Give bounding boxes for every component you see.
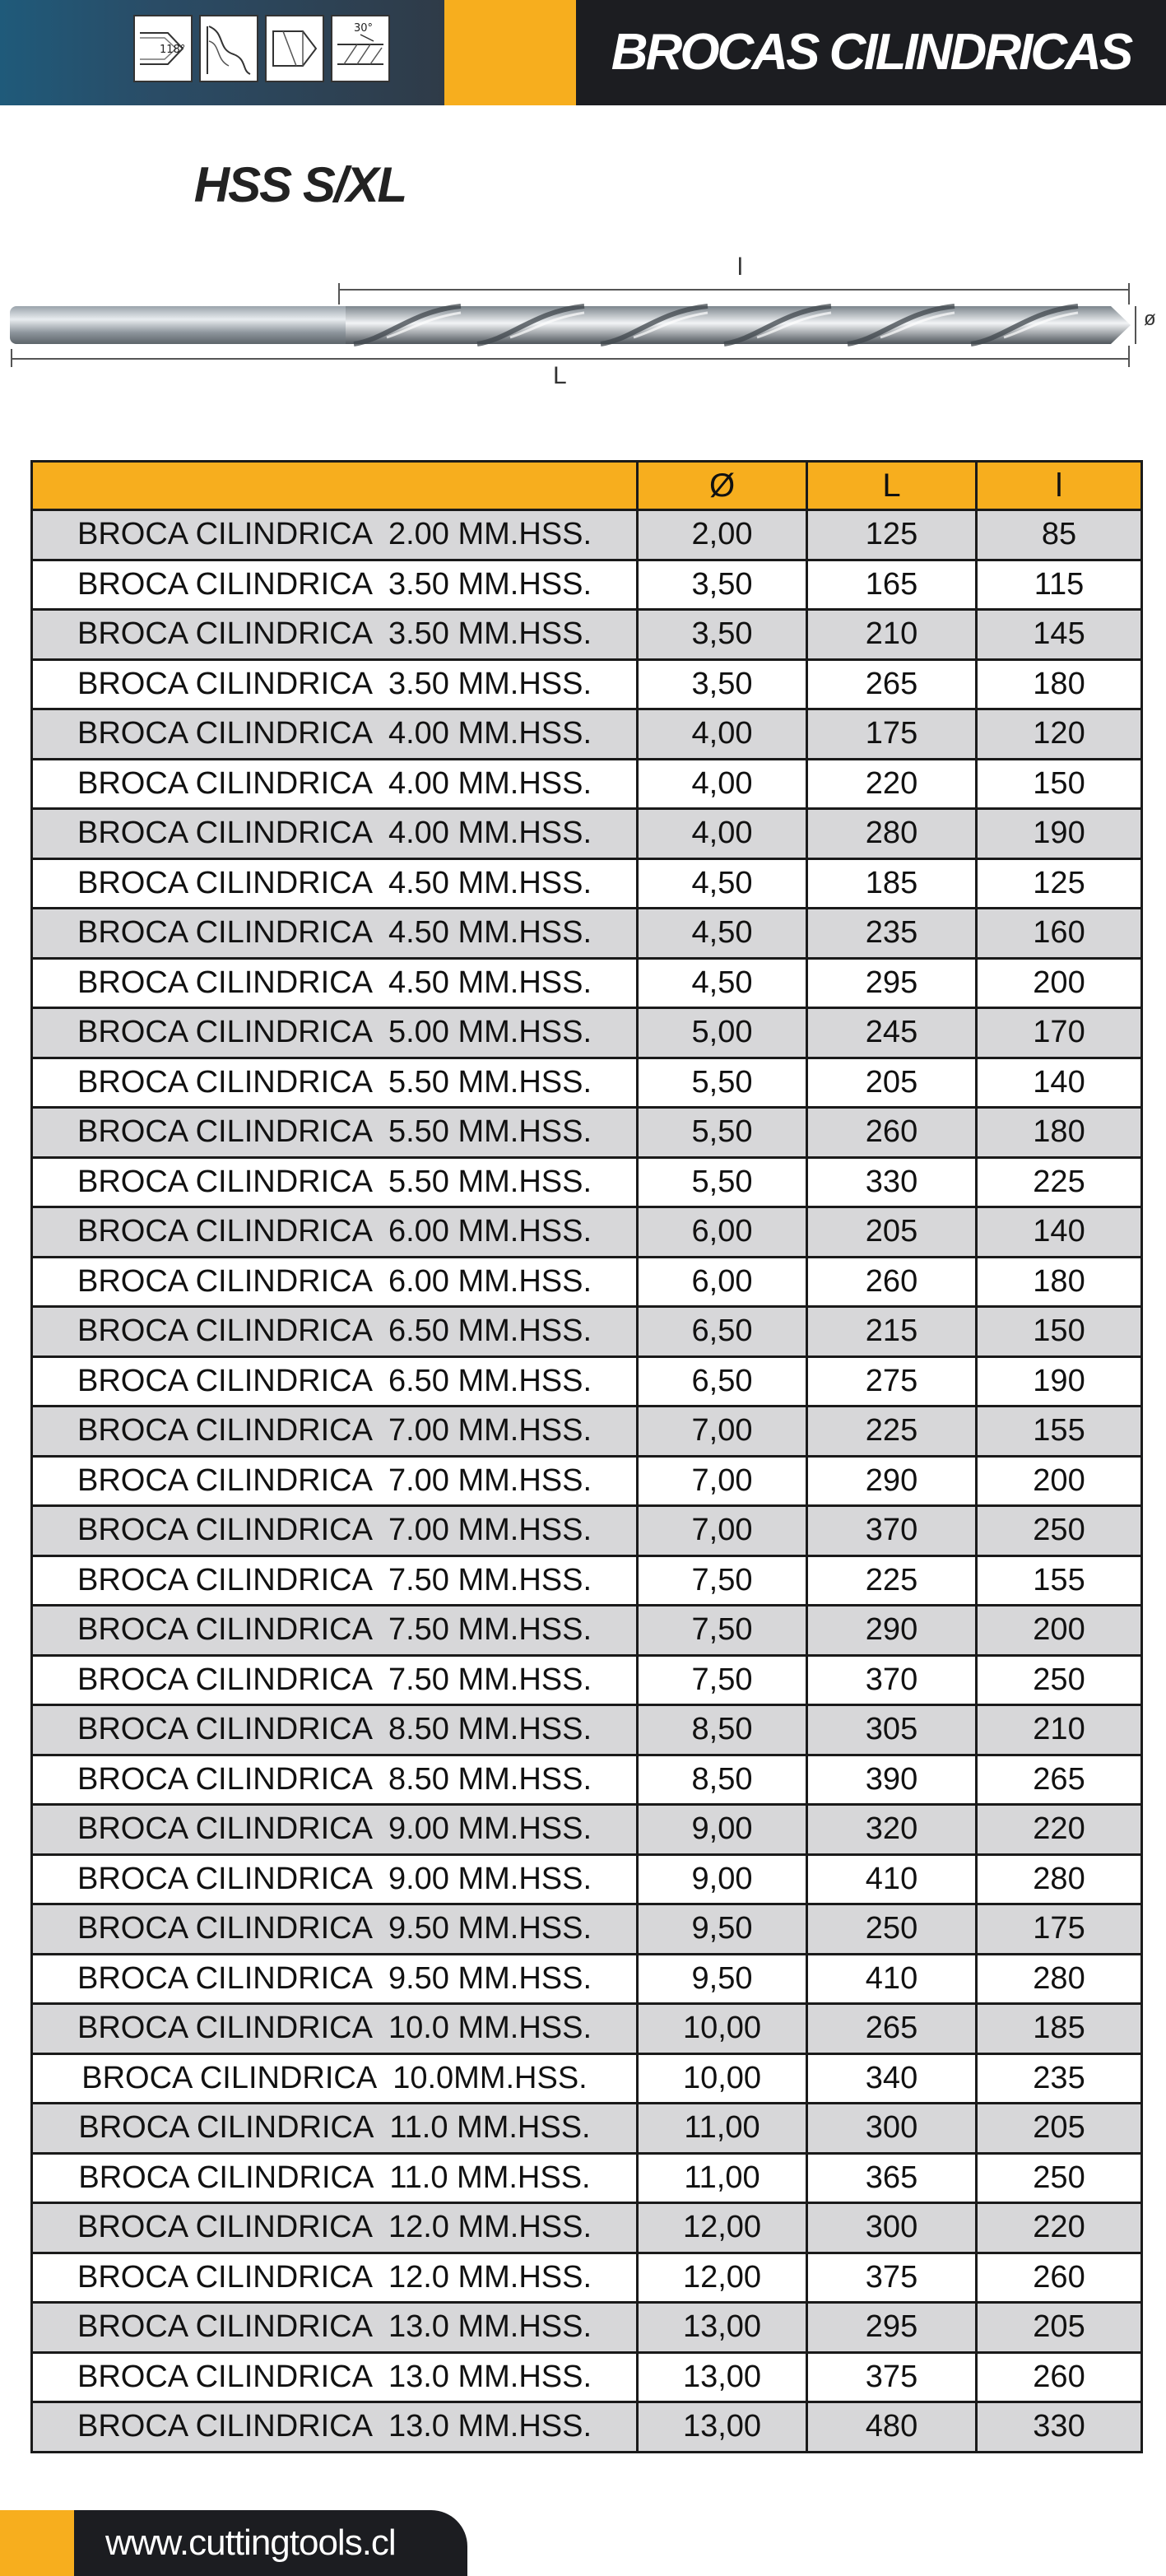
flute-length-cell: 260 [1033, 2359, 1085, 2394]
flute-length-cell: 280 [1033, 1960, 1085, 1996]
flute-length-cell: 260 [1033, 2259, 1085, 2295]
diameter-cell: 2,00 [639, 511, 808, 559]
diameter-cell: 4,50 [639, 860, 808, 908]
description-cell: BROCA CILINDRICA 12.0 MM.HSS. [33, 2254, 639, 2302]
flute-length-cell: 180 [1033, 1114, 1085, 1150]
description-cell: BROCA CILINDRICA 9.00 MM.HSS. [33, 1856, 639, 1904]
diameter-cell: 6,00 [639, 1258, 808, 1306]
diameter-cell: 8,50 [639, 1756, 808, 1804]
table-row [33, 661, 1140, 711]
product-title-text: HSS S/XL [193, 157, 406, 212]
total-length-cell: 410 [808, 1856, 978, 1904]
118-degree-point-icon [133, 15, 193, 82]
total-length-cell: 205 [808, 1208, 978, 1256]
diameter-cell: 6,50 [639, 1358, 808, 1406]
flute-length-cell: 250 [1033, 1662, 1085, 1697]
footer-yellow-block [0, 2510, 74, 2576]
total-length-cell: 340 [808, 2055, 978, 2103]
total-length-cell: 220 [808, 760, 978, 808]
table-row [33, 561, 1140, 611]
table-row [33, 511, 1140, 561]
total-length-cell: 280 [808, 810, 978, 858]
flute-length-cell: 220 [1033, 2210, 1085, 2245]
description-cell: BROCA CILINDRICA 11.0 MM.HSS. [33, 2155, 639, 2202]
table-row [33, 1159, 1140, 1209]
flute-length-cell: 200 [1033, 1612, 1085, 1648]
header-title: BROCAS CILINDRICAS [611, 24, 1131, 81]
diameter-cell: 7,50 [639, 1657, 808, 1704]
flute-length-cell: 145 [1033, 616, 1085, 652]
flute-length-cell: 160 [1033, 915, 1085, 951]
total-length-cell: 330 [808, 1159, 978, 1207]
flute-length-cell: 185 [1033, 2011, 1085, 2046]
description-cell: BROCA CILINDRICA 4.00 MM.HSS. [33, 710, 639, 758]
table-row [33, 2155, 1140, 2205]
total-length-cell: 300 [808, 2104, 978, 2152]
table-row [33, 2204, 1140, 2254]
table-row [33, 1109, 1140, 1159]
total-length-cell: 265 [808, 661, 978, 709]
table-row [33, 909, 1140, 960]
description-cell: BROCA CILINDRICA 7.00 MM.HSS. [33, 1407, 639, 1455]
table-row [33, 1756, 1140, 1806]
flute-length-cell: 235 [1033, 2060, 1085, 2095]
total-length-cell: 205 [808, 1059, 978, 1107]
description-cell: BROCA CILINDRICA 13.0 MM.HSS. [33, 2354, 639, 2402]
diameter-cell: 9,50 [639, 1955, 808, 2003]
product-title [0, 156, 1163, 213]
diameter-cell: 4,50 [639, 960, 808, 1007]
diameter-cell: 12,00 [639, 2204, 808, 2252]
table-row [33, 2104, 1140, 2155]
flute-length-cell: 250 [1033, 2160, 1085, 2195]
table-row [33, 1955, 1140, 2006]
table-row [33, 860, 1140, 910]
total-length-cell: 410 [808, 1955, 978, 2003]
diameter-cell: 10,00 [639, 2005, 808, 2053]
description-cell: BROCA CILINDRICA 7.50 MM.HSS. [33, 1607, 639, 1654]
diameter-cell: 11,00 [639, 2155, 808, 2202]
table-header-row [33, 460, 1140, 511]
diameter-cell: 3,50 [639, 561, 808, 609]
description-cell: BROCA CILINDRICA 7.00 MM.HSS. [33, 1507, 639, 1555]
diameter-cell: 13,00 [639, 2354, 808, 2402]
total-length-cell: 125 [808, 511, 978, 559]
diameter-cell: 9,50 [639, 1905, 808, 1953]
diameter-cell: 5,50 [639, 1159, 808, 1207]
description-cell: BROCA CILINDRICA 9.00 MM.HSS. [33, 1806, 639, 1853]
total-length-cell: 235 [808, 909, 978, 957]
total-length-cell: 390 [808, 1756, 978, 1804]
diameter-cell: 4,00 [639, 710, 808, 758]
total-length-cell: 365 [808, 2155, 978, 2202]
description-cell: BROCA CILINDRICA 9.50 MM.HSS. [33, 1955, 639, 2003]
drill-feature-icons [133, 15, 393, 84]
description-cell: BROCA CILINDRICA 4.50 MM.HSS. [33, 860, 639, 908]
diameter-cell: 3,50 [639, 661, 808, 709]
flute-length-cell: 175 [1033, 1911, 1085, 1946]
description-cell: BROCA CILINDRICA 7.50 MM.HSS. [33, 1557, 639, 1605]
total-length-cell: 300 [808, 2204, 978, 2252]
description-cell: BROCA CILINDRICA 3.50 MM.HSS. [33, 661, 639, 709]
flute-length-cell: 210 [1033, 1712, 1085, 1747]
total-length-cell: 210 [808, 611, 978, 658]
flute-length-cell: 205 [1033, 2309, 1085, 2345]
table-row [33, 710, 1140, 760]
table-row [33, 1059, 1140, 1109]
total-length-cell: 295 [808, 2304, 978, 2351]
diameter-cell: 11,00 [639, 2104, 808, 2152]
table-row [33, 2254, 1140, 2304]
total-length-cell: 295 [808, 960, 978, 1007]
table-row [33, 2055, 1140, 2105]
total-length-cell: 480 [808, 2403, 978, 2451]
table-row [33, 2304, 1140, 2354]
table-row [33, 960, 1140, 1010]
column-header-description [33, 463, 639, 509]
diameter-cell: 5,50 [639, 1059, 808, 1107]
diameter-cell: 6,00 [639, 1208, 808, 1256]
table-row [33, 760, 1140, 811]
description-cell: BROCA CILINDRICA 5.50 MM.HSS. [33, 1159, 639, 1207]
flute-length-cell: 220 [1033, 1811, 1085, 1847]
diameter-label: ø [1144, 308, 1156, 330]
diameter-cell: 7,00 [639, 1458, 808, 1505]
total-length-cell: 375 [808, 2254, 978, 2302]
diameter-cell: 4,00 [639, 810, 808, 858]
description-cell: BROCA CILINDRICA 5.00 MM.HSS. [33, 1009, 639, 1057]
flute-length-cell: 155 [1033, 1562, 1085, 1597]
description-cell: BROCA CILINDRICA 5.50 MM.HSS. [33, 1109, 639, 1156]
description-cell: BROCA CILINDRICA 11.0 MM.HSS. [33, 2104, 639, 2152]
total-length-cell: 305 [808, 1706, 978, 1754]
description-cell: BROCA CILINDRICA 6.50 MM.HSS. [33, 1358, 639, 1406]
flute-length-cell: 250 [1033, 1513, 1085, 1548]
table-row [33, 1308, 1140, 1358]
total-length-cell: 290 [808, 1458, 978, 1505]
table-row [33, 1806, 1140, 1856]
total-length-label: L [553, 362, 567, 389]
description-cell: BROCA CILINDRICA 10.0 MM.HSS. [33, 2005, 639, 2053]
table-row [33, 1407, 1140, 1458]
diameter-cell: 7,00 [639, 1507, 808, 1555]
table-row [33, 810, 1140, 860]
footer-website-link[interactable]: www.cuttingtools.cl [105, 2523, 396, 2563]
diameter-cell: 9,00 [639, 1856, 808, 1904]
flute-length-cell: 225 [1033, 1164, 1085, 1199]
total-length-cell: 250 [808, 1905, 978, 1953]
total-length-cell: 225 [808, 1557, 978, 1605]
flute-length-cell: 170 [1033, 1015, 1085, 1050]
angle-118-label: 118° [160, 44, 186, 56]
diameter-cell: 7,50 [639, 1557, 808, 1605]
angle-30-label: 30° [354, 22, 374, 35]
table-row [33, 1657, 1140, 1707]
description-cell: BROCA CILINDRICA 8.50 MM.HSS. [33, 1756, 639, 1804]
description-cell: BROCA CILINDRICA 6.00 MM.HSS. [33, 1258, 639, 1306]
flute-length-cell: 180 [1033, 1263, 1085, 1299]
description-cell: BROCA CILINDRICA 6.50 MM.HSS. [33, 1308, 639, 1355]
drill-shank [10, 306, 355, 344]
total-length-cell: 260 [808, 1258, 978, 1306]
flute-length-cell: 150 [1033, 765, 1085, 801]
column-header-diameter: Ø [639, 463, 808, 509]
table-row [33, 1557, 1140, 1607]
total-length-cell: 175 [808, 710, 978, 758]
total-length-cell: 290 [808, 1607, 978, 1654]
table-row [33, 1009, 1140, 1059]
table-row [33, 1258, 1140, 1309]
description-cell: BROCA CILINDRICA 2.00 MM.HSS. [33, 511, 639, 559]
diameter-cell: 10,00 [639, 2055, 808, 2103]
diameter-cell: 3,50 [639, 611, 808, 658]
description-cell: BROCA CILINDRICA 3.50 MM.HSS. [33, 611, 639, 658]
description-cell: BROCA CILINDRICA 3.50 MM.HSS. [33, 561, 639, 609]
diameter-cell: 4,50 [639, 909, 808, 957]
table-row [33, 2005, 1140, 2055]
column-header-flute-length: l [1055, 467, 1063, 504]
flute-length-cell: 150 [1033, 1314, 1085, 1349]
total-length-cell: 370 [808, 1507, 978, 1555]
flute-length-cell: 200 [1033, 965, 1085, 1000]
flute-length-cell: 265 [1033, 1761, 1085, 1797]
flute-length-cell: 125 [1033, 865, 1085, 900]
total-length-cell: 165 [808, 561, 978, 609]
diameter-cell: 12,00 [639, 2254, 808, 2302]
description-cell: BROCA CILINDRICA 6.00 MM.HSS. [33, 1208, 639, 1256]
table-row [33, 1607, 1140, 1657]
total-length-cell: 265 [808, 2005, 978, 2053]
total-length-cell: 375 [808, 2354, 978, 2402]
flute-length-cell: 280 [1033, 1861, 1085, 1896]
table-row [33, 1706, 1140, 1756]
table-row [33, 1905, 1140, 1955]
description-cell: BROCA CILINDRICA 12.0 MM.HSS. [33, 2204, 639, 2252]
diameter-cell: 5,50 [639, 1109, 808, 1156]
description-cell: BROCA CILINDRICA 13.0 MM.HSS. [33, 2304, 639, 2351]
flute-length-cell: 180 [1033, 666, 1085, 701]
flute-length-cell: 120 [1033, 716, 1085, 751]
description-cell: BROCA CILINDRICA 7.00 MM.HSS. [33, 1458, 639, 1505]
diameter-cell: 7,00 [639, 1407, 808, 1455]
description-cell: BROCA CILINDRICA 5.50 MM.HSS. [33, 1059, 639, 1107]
flute-length-cell: 140 [1033, 1064, 1085, 1100]
total-length-cell: 215 [808, 1308, 978, 1355]
drill-spec-table [30, 460, 1143, 2453]
total-length-cell: 260 [808, 1109, 978, 1156]
diameter-cell: 13,00 [639, 2304, 808, 2351]
30-degree-helix-icon [331, 15, 390, 82]
flute-length-label: l [737, 253, 743, 281]
flute-length-cell: 115 [1034, 566, 1085, 602]
spiral-flute-icon [199, 15, 258, 82]
flute-length-cell: 205 [1033, 2110, 1085, 2146]
description-cell: BROCA CILINDRICA 4.50 MM.HSS. [33, 909, 639, 957]
diameter-cell: 5,00 [639, 1009, 808, 1057]
table-row [33, 2403, 1140, 2453]
drill-tip-icon [265, 15, 324, 82]
flute-length-cell: 190 [1033, 816, 1085, 851]
flute-length-cell: 190 [1033, 1363, 1085, 1398]
diameter-cell: 8,50 [639, 1706, 808, 1754]
flute-length-cell: 140 [1033, 1214, 1085, 1249]
total-length-cell: 185 [808, 860, 978, 908]
description-cell: BROCA CILINDRICA 7.50 MM.HSS. [33, 1657, 639, 1704]
flute-length-cell: 155 [1033, 1413, 1085, 1448]
total-length-cell: 320 [808, 1806, 978, 1853]
total-length-cell: 245 [808, 1009, 978, 1057]
header-yellow-panel [444, 0, 576, 105]
flute-length-cell: 85 [1041, 517, 1077, 552]
diameter-cell: 4,00 [639, 760, 808, 808]
table-row [33, 1458, 1140, 1508]
total-length-cell: 275 [808, 1358, 978, 1406]
diameter-cell: 13,00 [639, 2403, 808, 2451]
total-length-cell: 225 [808, 1407, 978, 1455]
header [0, 0, 1166, 105]
table-row [33, 1856, 1140, 1906]
diameter-cell: 6,50 [639, 1308, 808, 1355]
description-cell: BROCA CILINDRICA 8.50 MM.HSS. [33, 1706, 639, 1754]
total-length-cell: 370 [808, 1657, 978, 1704]
drill-illustration [0, 247, 1166, 395]
table-row [33, 2354, 1140, 2404]
flute-length-cell: 330 [1033, 2409, 1085, 2444]
description-cell: BROCA CILINDRICA 9.50 MM.HSS. [33, 1905, 639, 1953]
table-row [33, 1358, 1140, 1408]
description-cell: BROCA CILINDRICA 4.50 MM.HSS. [33, 960, 639, 1007]
diameter-cell: 9,00 [639, 1806, 808, 1853]
description-cell: BROCA CILINDRICA 4.00 MM.HSS. [33, 760, 639, 808]
column-header-total-length: L [808, 463, 978, 509]
description-cell: BROCA CILINDRICA 4.00 MM.HSS. [33, 810, 639, 858]
description-cell: BROCA CILINDRICA 13.0 MM.HSS. [33, 2403, 639, 2451]
table-row [33, 611, 1140, 661]
description-cell: BROCA CILINDRICA 10.0MM.HSS. [33, 2055, 639, 2103]
flute-length-cell: 200 [1033, 1462, 1085, 1498]
table-row [33, 1208, 1140, 1258]
table-row [33, 1507, 1140, 1557]
diameter-cell: 7,50 [639, 1607, 808, 1654]
